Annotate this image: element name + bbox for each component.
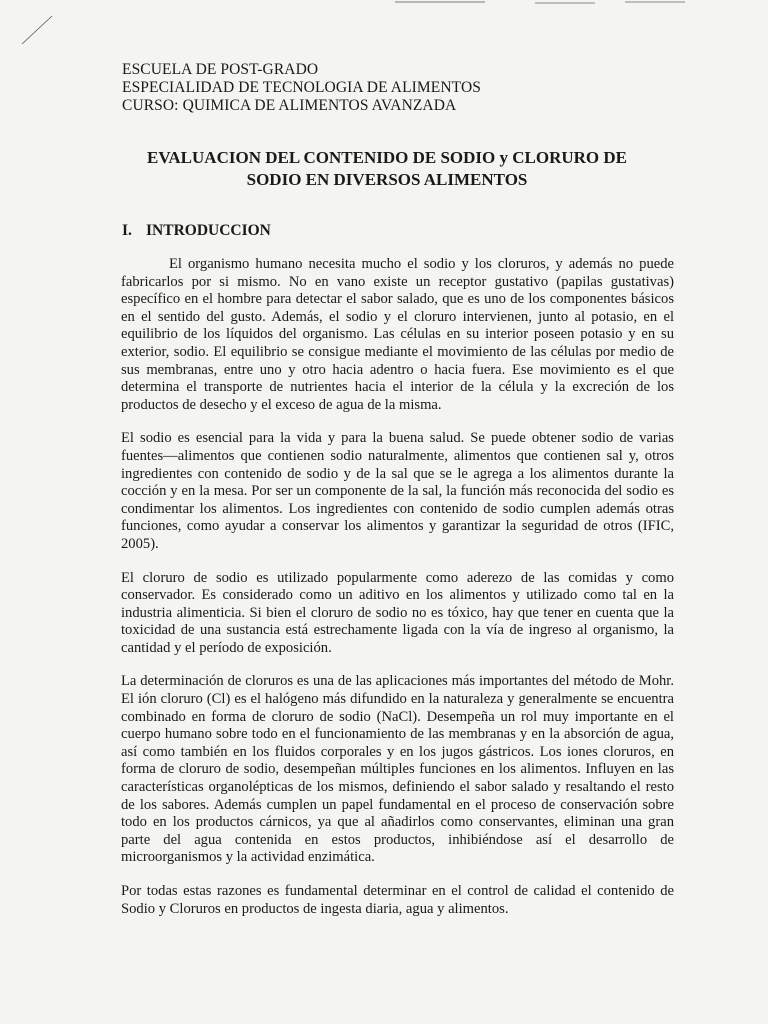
paragraph: El organismo humano necesita mucho el sodio y los cloruros, y además no puede fabricarlos por si mismo. No en vano existe un receptor gustativo (papilas gustativas) específico en el hombre para detectar el sabor salado, que es uno de los componentes básicos en el sentido del gusto. Además, el sodio y el cloruro intervienen, junto al potasio, en el equilibrio de los líquidos del organismo. Las células en su interior poseen potasio y en su exterior, sodio. El equilibrio se consigue mediante el movimiento de las células por medio de sus membranas, entre uno y otro hacia adentro o hacia fuera. Ese movimiento es el que determina el transporte de nutrientes hacia el interior de la célula y la excreción de los productos de desecho y el exceso de agua de la misma. [121,256,674,413]
paragraph: La determinación de cloruros es una de las aplicaciones más importantes del método de Mohr. El ión cloruro (Cl) es el halógeno más difundido en la naturaleza y generalmente se encuentra combinado en forma de cloruro de sodio (NaCl). Desempeña un rol muy importante en el cuerpo humano sobre todo en el funcionamiento de las membranas y en la absorción de agua, así como también en los fluidos corporales y en los jugos gástricos. Los iones cloruros, en forma de cloruro de sodio, desempeñan múltiples funciones en los alimentos. Influyen en las características organolépticas de los mismos, definiendo el sabor salado y resaltando el resto de los sabores. Además cumplen un papel fundamental en el proceso de conservación sobre todo en los productos cárnicos, ya que al añadirlos como conservantes, eliminan una gran parte del agua contenida en estos productos, inhibiéndose así el desarrollo de microorganismos y la actividad enzimática. [121,673,674,866]
paragraph: El sodio es esencial para la vida y para la buena salud. Se puede obtener sodio de varias fuentes—alimentos que contienen sodio naturalmente, alimentos que contienen sal y, otros ingredientes con contenido de sodio y de la sal que se le agrega a los alimentos durante la cocción y en la mesa. Por ser un componente de la sal, la función más reconocida del sodio es condimentar los alimentos. Los ingredientes con contenido de sodio cumplen además otras funciones, como ayudar a conservar los alimentos y garantizar la seguridad de otros (IFIC, 2005). [121,430,674,552]
paragraph: Por todas estas razones es fundamental determinar en el control de calidad el contenido de Sodio y Cloruros en productos de ingesta diaria, agua y alimentos. [121,883,674,917]
section-number: I. [122,222,132,239]
title-line-2: SODIO EN DIVERSOS ALIMENTOS [246,170,528,189]
document-body [121,256,674,934]
scan-pen-mark [18,10,58,50]
paragraph: El cloruro de sodio es utilizado popularmente como aderezo de las comidas y como conservador. Es considerado como un aditivo en los alimentos y utilizado como tal en la industria alimenticia. Si bien el cloruro de sodio no es tóxico, hay que tener en cuenta que la toxicidad de una sustancia está estrechamente ligada con la vía de ingreso al organismo, la cantidad y el período de exposición. [121,569,674,656]
scan-top-marks [395,0,695,8]
header-course: CURSO: QUIMICA DE ALIMENTOS AVANZADA [122,97,457,114]
document-title [122,147,652,191]
header-specialty: ESPECIALIDAD DE TECNOLOGIA DE ALIMENTOS [122,79,481,96]
section-heading [122,222,271,240]
header-school: ESCUELA DE POST-GRADO [122,61,319,78]
title-line-1: EVALUACION DEL CONTENIDO DE SODIO y CLORURO DE [146,148,628,167]
section-title: INTRODUCCION [146,222,271,239]
institution-header [122,61,481,115]
